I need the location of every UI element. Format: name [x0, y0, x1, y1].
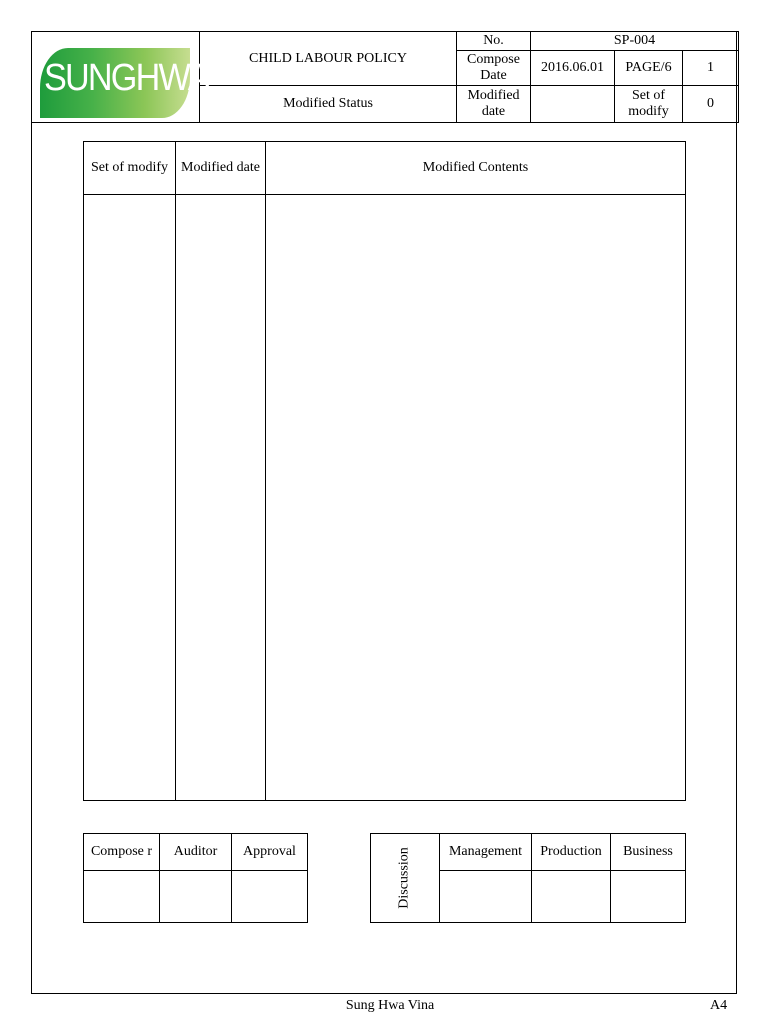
modification-table: [83, 141, 686, 801]
header-modified-date: Modified date: [176, 142, 266, 195]
logo-cell: [32, 32, 209, 123]
composer-label: Compose r: [84, 834, 160, 871]
no-label: No.: [457, 32, 531, 51]
approval-signature-box: [232, 871, 308, 923]
row-modified-date: [176, 195, 266, 801]
management-signature-box: [440, 871, 532, 923]
composer-signature-box: [84, 871, 160, 923]
no-value: SP-004: [531, 32, 739, 51]
page-value: 1: [683, 51, 739, 86]
compose-date-value: 2016.06.01: [531, 51, 615, 86]
row-modified-contents: [266, 195, 686, 801]
sunghwa-logo: [40, 40, 209, 114]
production-label: Production: [532, 834, 611, 871]
compose-date-label: Compose Date: [457, 51, 531, 86]
discussion-label-cell: [371, 834, 440, 923]
signature-table: [83, 833, 308, 923]
set-of-modify-value: 0: [683, 86, 739, 123]
footer-paper-size: A4: [710, 998, 728, 1013]
header-modified-contents: Modified Contents: [266, 142, 686, 195]
approval-label: Approval: [232, 834, 308, 871]
logo-wordmark: SUNGHWA: [43, 57, 209, 99]
page-label: PAGE/6: [615, 51, 683, 86]
auditor-label: Auditor: [160, 834, 232, 871]
table-row: [84, 195, 686, 801]
discussion-label: Discussion: [396, 847, 412, 909]
auditor-signature-box: [160, 871, 232, 923]
set-of-modify-label: Set of modify: [615, 86, 683, 123]
business-signature-box: [611, 871, 686, 923]
modified-date-value: [531, 86, 615, 123]
document-title: CHILD LABOUR POLICY: [200, 32, 457, 86]
header-set-of-modify: Set of modify: [84, 142, 176, 195]
management-label: Management: [440, 834, 532, 871]
document-header: [31, 31, 739, 123]
row-set-of-modify: [84, 195, 176, 801]
modified-date-label: Modified date: [457, 86, 531, 123]
business-label: Business: [611, 834, 686, 871]
production-signature-box: [532, 871, 611, 923]
footer-company: Sung Hwa Vina: [345, 998, 435, 1013]
document-subtitle: Modified Status: [200, 86, 457, 123]
discussion-table: [370, 833, 686, 923]
